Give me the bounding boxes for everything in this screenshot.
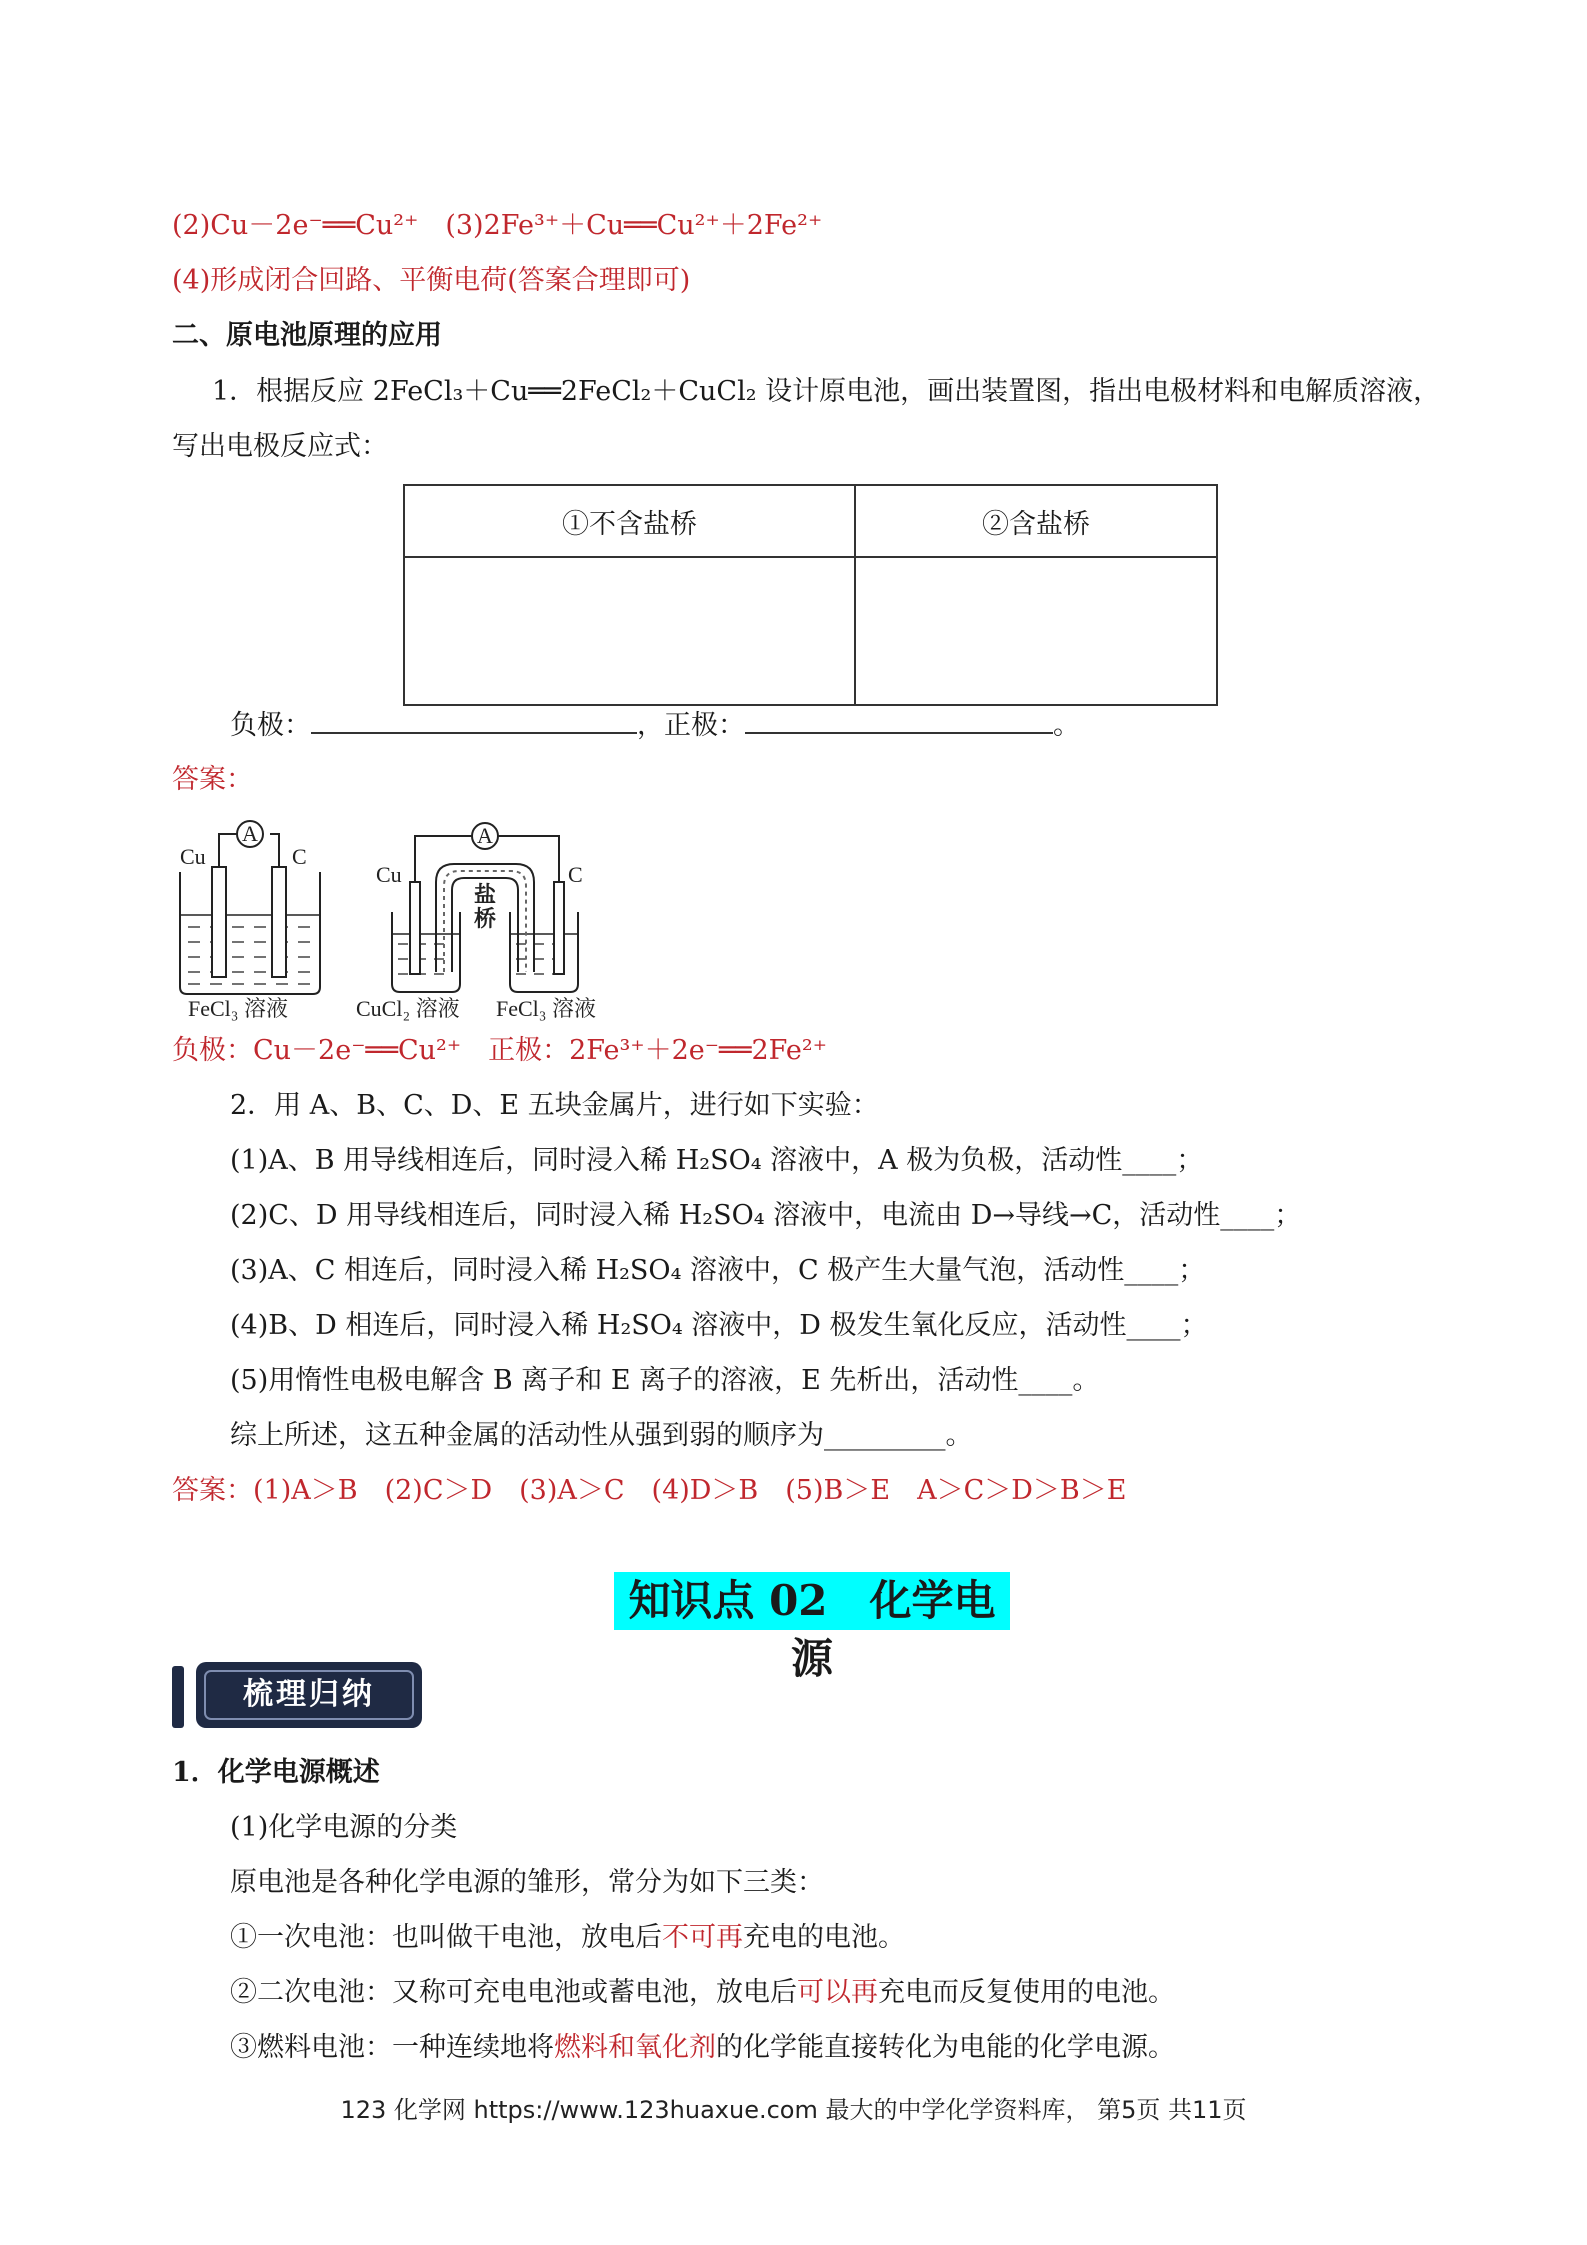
- negative-blank: [311, 706, 637, 734]
- question-2-item: (1)A、B 用导线相连后，同时浸入稀 H₂SO₄ 溶液中，A 极为负极，活动性____；: [230, 1145, 1204, 1176]
- ammeter-label-left: A: [242, 821, 258, 846]
- banner-bar: [172, 1666, 184, 1728]
- answer-line-2-3: (2)Cu－2e⁻══Cu²⁺ (3)2Fe³⁺＋Cu══Cu²⁺＋2Fe²⁺: [172, 210, 823, 241]
- section-heading: 二、原电池原理的应用: [172, 320, 442, 351]
- text-span: 充电的电池。: [743, 1922, 905, 1953]
- table-header-no-salt-bridge: ①不含盐桥: [404, 485, 855, 557]
- battery-type-secondary: [230, 1975, 1175, 2011]
- table-header-with-salt-bridge: ②含盐桥: [855, 485, 1217, 557]
- question-2-item: (4)B、D 相连后，同时浸入稀 H₂SO₄ 溶液中，D 极发生氧化反应，活动性____；: [230, 1310, 1208, 1341]
- classification-intro: 原电池是各种化学电源的雏形，常分为如下三类：: [230, 1867, 824, 1898]
- ammeter-label-right: A: [477, 823, 493, 848]
- page-footer: 123 化学网 https://www.123huaxue.com 最大的中学化学资料库， 第5页 共11页: [340, 2096, 1247, 2124]
- positive-blank: [745, 706, 1053, 734]
- c-label-right: C: [568, 862, 583, 887]
- highlight-span: 燃料和氧化剂: [554, 2032, 716, 2063]
- section-banner: [172, 1662, 424, 1732]
- cu-label-left: Cu: [180, 844, 206, 869]
- design-table: [403, 484, 1218, 706]
- table-cell-empty: [404, 557, 855, 705]
- negative-label: 负极：: [230, 710, 311, 741]
- highlight-span: 可以再: [797, 1977, 878, 2008]
- knowledge-point-title: 知识点 02 化学电源: [614, 1572, 1010, 1630]
- text-span: 充电而反复使用的电池。: [878, 1977, 1175, 2008]
- battery-type-primary: [230, 1920, 905, 1956]
- subsection-heading: 1．化学电源概述: [172, 1757, 380, 1788]
- answer-electrodes: 负极：Cu－2e⁻══Cu²⁺ 正极：2Fe³⁺＋2e⁻══2Fe²⁺: [172, 1035, 827, 1066]
- question-1-line-2: 写出电极反应式：: [172, 431, 388, 462]
- cu-label-right: Cu: [376, 862, 402, 887]
- text-span: ③燃料电池：一种连续地将: [230, 2032, 554, 2063]
- text-span: 的化学能直接转化为电能的化学电源。: [716, 2032, 1175, 2063]
- end-mark: 。: [1053, 710, 1080, 741]
- solution-label-left: FeCl₃ 溶液: [188, 996, 288, 1021]
- question-1-line-1: 1．根据反应 2FeCl₃＋Cu══2FeCl₂＋CuCl₂ 设计原电池，画出装置图，指出电极材料和电解质溶液，: [212, 376, 1441, 407]
- positive-label: ，正极：: [637, 710, 745, 741]
- text-span: ②二次电池：又称可充电电池或蓄电池，放电后: [230, 1977, 797, 2008]
- solution-label-right: FeCl₃ 溶液: [496, 996, 596, 1021]
- classification-heading: (1)化学电源的分类: [230, 1812, 458, 1843]
- question-2-item: (3)A、C 相连后，同时浸入稀 H₂SO₄ 溶液中，C 极产生大量气泡，活动性____；: [230, 1255, 1206, 1286]
- table-cell-empty: [855, 557, 1217, 705]
- cell-diagram: [170, 812, 620, 1022]
- question-2-summary: 综上所述，这五种金属的活动性从强到弱的顺序为_________。: [230, 1420, 973, 1451]
- banner-box: [196, 1662, 422, 1728]
- battery-type-fuel-cell: [230, 2030, 1175, 2066]
- answer-label: 答案：: [172, 764, 253, 795]
- question-2-answer: 答案：(1)A＞B (2)C＞D (3)A＞C (4)D＞B (5)B＞E A＞C＞D＞B＞E: [172, 1475, 1127, 1506]
- question-2-item: (2)C、D 用导线相连后，同时浸入稀 H₂SO₄ 溶液中，电流由 D→导线→C，活动性____；: [230, 1200, 1302, 1231]
- salt-bridge-label-2: 桥: [473, 906, 497, 931]
- question-2-intro: 2．用 A、B、C、D、E 五块金属片，进行如下实验：: [230, 1090, 879, 1121]
- electrode-fill-line: [230, 706, 1080, 744]
- solution-label-middle: CuCl₂ 溶液: [356, 996, 460, 1021]
- answer-line-4: (4)形成闭合回路、平衡电荷(答案合理即可): [172, 265, 691, 296]
- highlight-span: 不可再: [662, 1922, 743, 1953]
- question-2-item: (5)用惰性电极电解含 B 离子和 E 离子的溶液，E 先析出，活动性____。: [230, 1365, 1100, 1396]
- c-label-left: C: [292, 844, 307, 869]
- text-span: ①一次电池：也叫做干电池，放电后: [230, 1922, 662, 1953]
- banner-label: 梳理归纳: [204, 1670, 414, 1720]
- salt-bridge-label-1: 盐: [473, 882, 497, 907]
